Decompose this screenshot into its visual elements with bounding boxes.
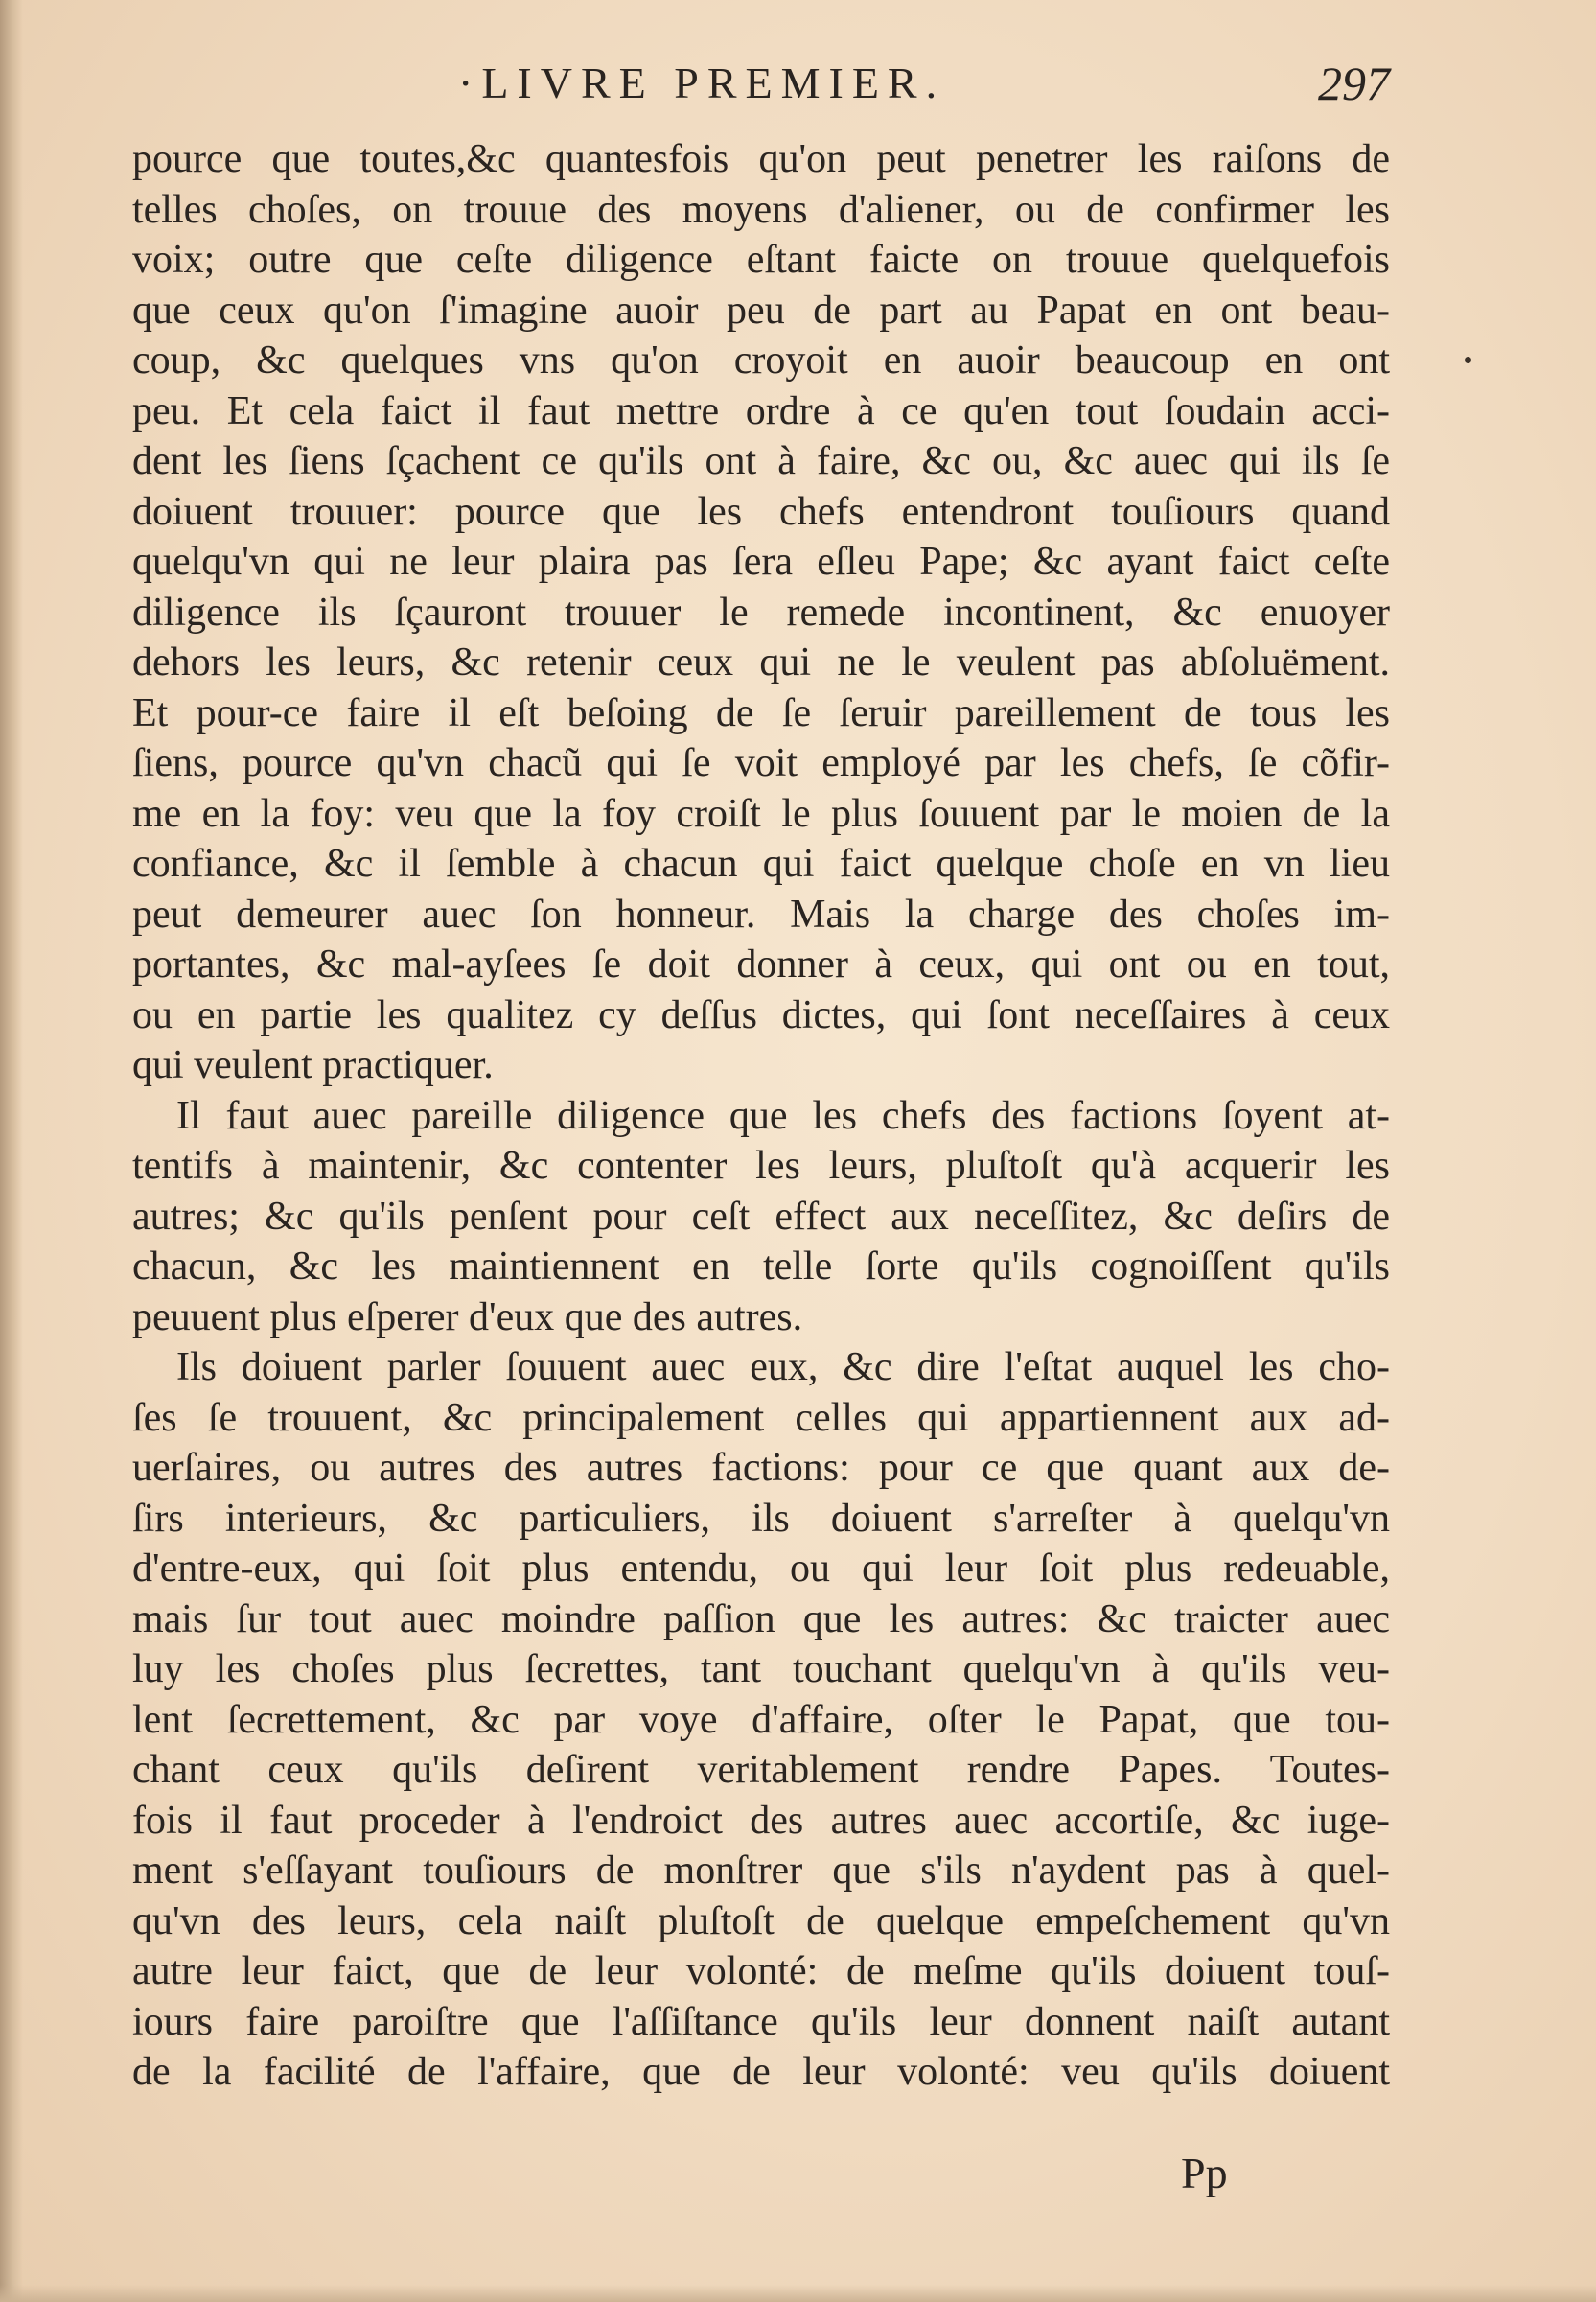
running-head: ·LIVRE PREMIER.: [458, 58, 946, 107]
body-text: [132, 134, 1390, 2098]
text-line: telles choſes, on trouue des moyens d'aliener, ou de confirmer les: [132, 187, 1390, 232]
text-line: peuuent plus eſperer d'eux que des autres.: [132, 1294, 803, 1339]
text-line: peut demeurer auec ſon honneur. Mais la charge des choſes im-: [132, 892, 1390, 937]
text-line: iours faire paroiſtre que l'aſſiſtance qu'ils leur donnent naiſt autant: [132, 1999, 1390, 2044]
text-line: luy les choſes plus ſecrettes, tant touchant quelqu'vn à qu'ils veu-: [132, 1647, 1390, 1691]
text-line: ment s'eſſayant touſiours de monſtrer que s'ils n'aydent pas à quel-: [132, 1849, 1390, 1893]
text-line: autre leur faict, que de leur volonté: de meſme qu'ils doiuent touſ-: [132, 1949, 1390, 1993]
page-binding-edge: [0, 0, 23, 2302]
text-line: ou en partie les qualitez cy deſſus dictes, qui ſont neceſſaires à ceux: [132, 992, 1390, 1037]
text-line: fois il faut proceder à l'endroict des autres auec accortiſe, &c iuge-: [132, 1798, 1390, 1843]
text-line: lent ſecrettement, &c par voye d'affaire, oſter le Papat, que tou-: [132, 1697, 1390, 1742]
page-bottom-edge: [0, 2285, 1596, 2302]
text-line: Il faut auec pareille diligence que les chefs des factions ſoyent at-: [176, 1093, 1390, 1138]
text-line: que ceux qu'on ſ'imagine auoir peu de part au Papat en ont beau-: [132, 288, 1390, 333]
text-line: ſes ſe trouuent, &c principalement celles qui appartiennent aux ad-: [132, 1395, 1390, 1440]
text-line: chant ceux qu'ils deſirent veritablement rendre Papes. Toutes-: [132, 1748, 1390, 1792]
text-line: diligence ils ſçauront trouuer le remede incontinent, &c enuoyer: [132, 590, 1390, 635]
catchword: Pp: [1181, 2149, 1228, 2197]
text-line: mais ſur tout auec moindre paſſion que les autres: &c traicter auec: [132, 1596, 1390, 1641]
text-line: pource que toutes,&c quantesfois qu'on peut penetrer les raiſons de: [132, 137, 1390, 181]
text-line: confiance, &c il ſemble à chacun qui faict quelque choſe en vn lieu: [132, 842, 1390, 886]
text-line: Ils doiuent parler ſouuent auec eux, &c dire l'eſtat auquel les cho-: [176, 1345, 1390, 1389]
text-line: de la facilité de l'affaire, que de leur volonté: veu qu'ils doiuent: [132, 2050, 1390, 2094]
text-line: doiuent trouuer: pource que les chefs entendront touſiours quand: [132, 489, 1390, 534]
text-line: chacun, &c les maintiennent en telle ſorte qu'ils cognoiſſent qu'ils: [132, 1244, 1390, 1289]
text-line: voix; outre que ceſte diligence eſtant faicte on trouue quelquefois: [132, 238, 1390, 282]
text-line: quelqu'vn qui ne leur plaira pas ſera eſleu Pape; &c ayant faict ceſte: [132, 540, 1390, 584]
text-line: qui veulent practiquer.: [132, 1043, 494, 1087]
text-line: Et pour-ce faire il eſt beſoing de ſe ſeruir pareillement de tous les: [132, 690, 1390, 735]
text-line: ſirs interieurs, &c particuliers, ils doiuent s'arreſter à quelqu'vn: [132, 1496, 1390, 1541]
text-line: portantes, &c mal-ayſees ſe doit donner à ceux, qui ont ou en tout,: [132, 942, 1390, 987]
text-line: ſiens, pource qu'vn chacũ qui ſe voit employé par les chefs, ſe cõfir-: [132, 741, 1390, 785]
text-line: qu'vn des leurs, cela naiſt pluſtoſt de quelque empeſchement qu'vn: [132, 1898, 1390, 1943]
text-line: tentifs à maintenir, &c contenter les leurs, pluſtoſt qu'à acquerir les: [132, 1144, 1390, 1188]
text-line: coup, &c quelques vns qu'on croyoit en auoir beaucoup en ont: [132, 338, 1390, 383]
text-line: uerſaires, ou autres des autres factions: pour ce que quant aux de-: [132, 1446, 1390, 1490]
text-line: d'entre-eux, qui ſoit plus entendu, ou qui leur ſoit plus redeuable,: [132, 1546, 1390, 1591]
text-line: dehors les leurs, &c retenir ceux qui ne le veulent pas abſoluëment.: [132, 640, 1390, 685]
text-line: peu. Et cela faict il faut mettre ordre à ce qu'en tout ſoudain acci-: [132, 388, 1390, 433]
page-header: [144, 50, 1390, 117]
margin-mark: [1465, 357, 1471, 363]
page-number: 297: [1318, 57, 1390, 110]
text-line: me en la foy: veu que la foy croiſt le plus ſouuent par le moien de la: [132, 791, 1390, 836]
text-line: autres; &c qu'ils penſent pour ceſt effect aux neceſſitez, &c deſirs de: [132, 1194, 1390, 1239]
text-line: dent les ſiens ſçachent ce qu'ils ont à faire, &c ou, &c auec qui ils ſe: [132, 439, 1390, 483]
